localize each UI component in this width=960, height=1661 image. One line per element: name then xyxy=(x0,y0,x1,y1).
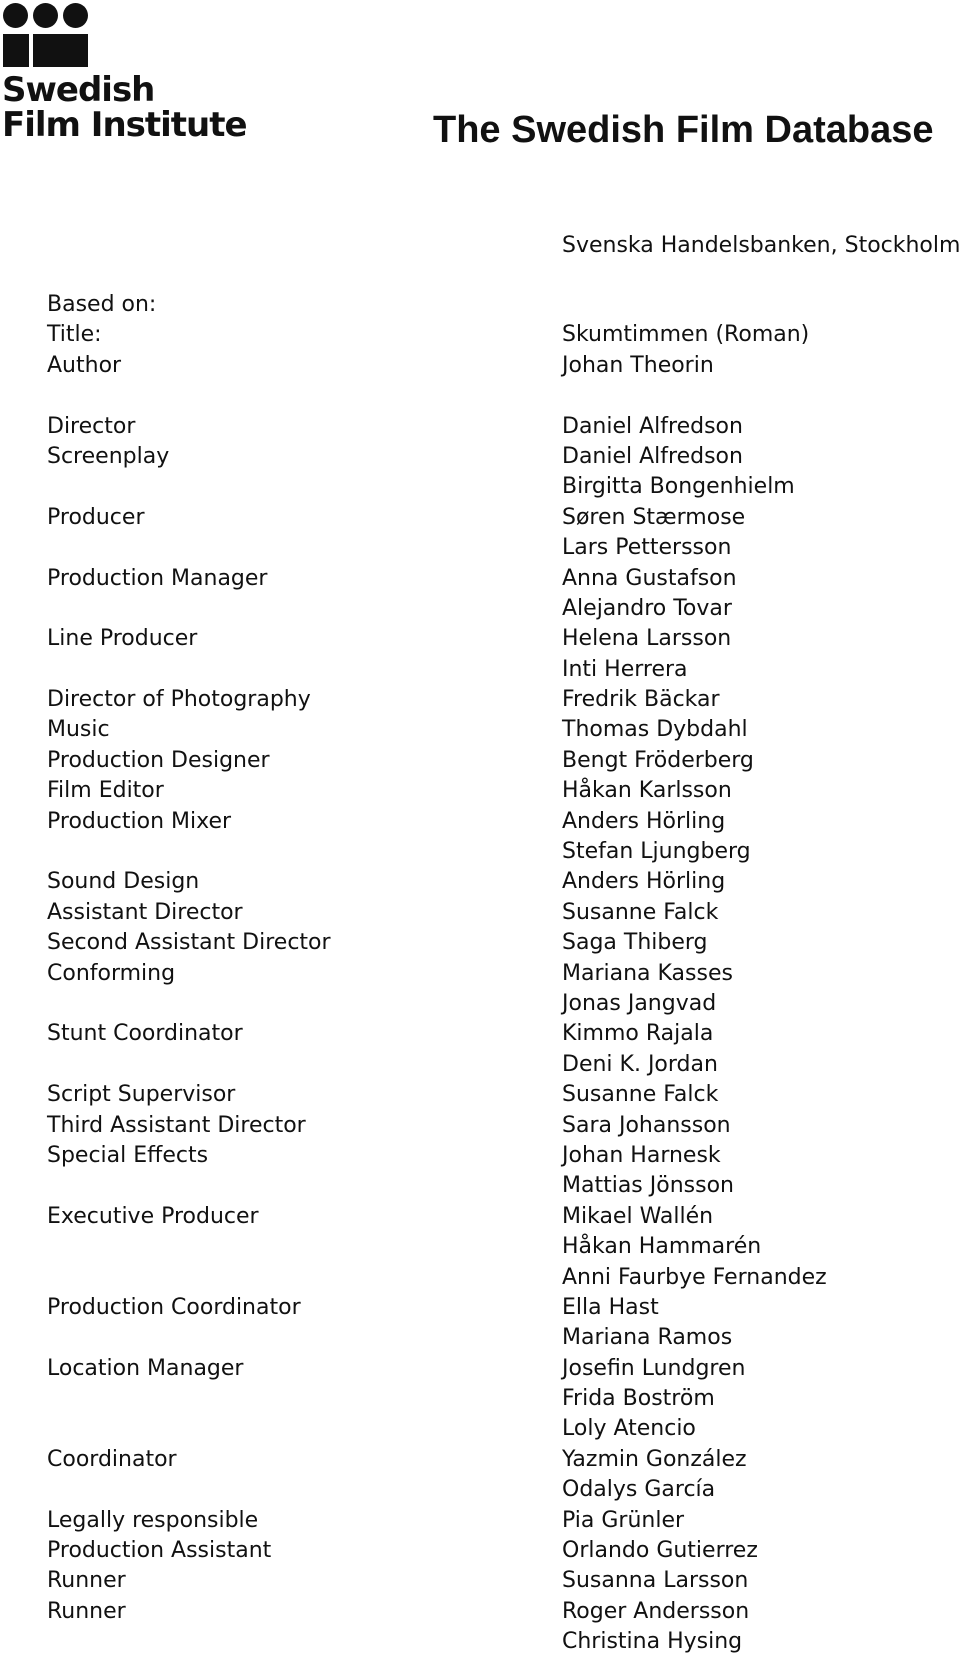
credit-row xyxy=(0,594,960,624)
credit-name: Mattias Jönsson xyxy=(562,1173,734,1199)
logo-block-icon xyxy=(3,34,29,67)
credit-name: Håkan Karlsson xyxy=(562,778,732,804)
credit-row xyxy=(0,1202,960,1232)
credit-name: Frida Boström xyxy=(562,1386,715,1412)
credit-row xyxy=(0,1384,960,1414)
credit-row xyxy=(0,290,960,320)
credit-name: Alejandro Tovar xyxy=(562,595,732,621)
page-title: The Swedish Film Database xyxy=(433,109,934,151)
credit-role: Author xyxy=(47,352,122,378)
credit-name: Birgitta Bongenhielm xyxy=(562,474,795,500)
credit-row xyxy=(0,989,960,1019)
credit-name: Loly Atencio xyxy=(562,1416,696,1442)
credit-role: Executive Producer xyxy=(47,1203,259,1229)
credit-role: Based on: xyxy=(47,292,157,317)
credit-role: Location Manager xyxy=(47,1355,244,1381)
credit-role: Sound Design xyxy=(47,869,200,895)
credit-row xyxy=(0,1263,960,1293)
credits-list xyxy=(0,290,960,1658)
credit-row xyxy=(0,1323,960,1353)
credit-name: Stefan Ljungberg xyxy=(562,839,751,865)
credit-row xyxy=(0,685,960,715)
credit-name: Håkan Hammarén xyxy=(562,1234,762,1260)
credit-name: Lars Pettersson xyxy=(562,535,732,561)
credit-role: Production Assistant xyxy=(47,1538,272,1564)
credit-name: Bengt Fröderberg xyxy=(562,747,754,773)
credit-row xyxy=(0,624,960,654)
credit-row xyxy=(0,1536,960,1566)
credit-row xyxy=(0,746,960,776)
credit-row xyxy=(0,928,960,958)
credit-row xyxy=(0,442,960,472)
credit-name: Daniel Alfredson xyxy=(562,443,743,469)
credit-name: Jonas Jangvad xyxy=(562,990,717,1016)
credit-name: Helena Larsson xyxy=(562,626,732,652)
credit-row xyxy=(0,1597,960,1627)
credit-role: Film Editor xyxy=(47,778,164,804)
credit-role: Coordinator xyxy=(47,1446,177,1472)
credit-name: Daniel Alfredson xyxy=(562,413,743,439)
credit-name: Mariana Ramos xyxy=(562,1325,733,1351)
credit-role: Production Mixer xyxy=(47,808,232,834)
credit-name: Roger Andersson xyxy=(562,1598,750,1624)
credit-row xyxy=(0,320,960,350)
credit-row xyxy=(0,807,960,837)
credit-row xyxy=(0,1050,960,1080)
credit-role: Conforming xyxy=(47,960,176,986)
logo-dots-icon xyxy=(3,3,93,29)
credit-row xyxy=(0,1293,960,1323)
credit-role: Title: xyxy=(47,322,102,348)
credit-name: Pia Grünler xyxy=(562,1507,685,1533)
credit-row xyxy=(0,1445,960,1475)
credit-name: Odalys García xyxy=(562,1477,716,1503)
credit-role: Producer xyxy=(47,504,145,530)
credit-role: Script Supervisor xyxy=(47,1082,236,1108)
credit-name: Kimmo Rajala xyxy=(562,1021,714,1047)
credit-row xyxy=(0,1475,960,1505)
credit-role: Runner xyxy=(47,1568,126,1594)
credit-role: Third Assistant Director xyxy=(47,1112,306,1138)
credit-name: Yazmin González xyxy=(562,1446,747,1472)
credit-name: Søren Stærmose xyxy=(562,504,746,530)
credit-role: Screenplay xyxy=(47,443,170,469)
credit-name: Susanna Larsson xyxy=(562,1568,749,1594)
credit-row xyxy=(0,1506,960,1536)
credit-row xyxy=(0,898,960,928)
credit-name: Susanne Falck xyxy=(562,899,719,925)
credit-row xyxy=(0,1414,960,1444)
credit-row xyxy=(0,1232,960,1262)
credit-name: Saga Thiberg xyxy=(562,930,708,956)
production-company: Svenska Handelsbanken, Stockholm xyxy=(562,233,960,258)
swedish-film-institute-logo xyxy=(0,0,247,150)
credit-name: Skumtimmen (Roman) xyxy=(562,322,810,348)
credit-row xyxy=(0,1627,960,1657)
credit-role: Production Manager xyxy=(47,565,268,591)
credit-name: Anni Faurbye Fernandez xyxy=(562,1264,827,1290)
credit-role: Production Designer xyxy=(47,747,270,773)
credit-role: Runner xyxy=(47,1598,126,1624)
logo-block-icon xyxy=(33,34,88,67)
credit-row xyxy=(0,959,960,989)
credit-name: Fredrik Bäckar xyxy=(562,687,720,713)
credit-row xyxy=(0,412,960,442)
logo-dot-icon xyxy=(63,3,88,28)
credit-name: Johan Harnesk xyxy=(562,1142,721,1168)
credit-row xyxy=(0,1111,960,1141)
credit-row xyxy=(0,867,960,897)
credit-name: Mikael Wallén xyxy=(562,1203,714,1229)
credit-row xyxy=(0,472,960,502)
credit-role: Production Coordinator xyxy=(47,1294,301,1320)
credit-name: Josefin Lundgren xyxy=(562,1355,746,1381)
credit-row xyxy=(0,533,960,563)
credit-name: Thomas Dybdahl xyxy=(562,717,748,743)
credit-role: Line Producer xyxy=(47,626,198,652)
logo-wordmark-line1: Swedish xyxy=(2,70,155,110)
credit-name: Mariana Kasses xyxy=(562,960,733,986)
credit-name: Deni K. Jordan xyxy=(562,1051,718,1077)
credit-row xyxy=(0,776,960,806)
credit-row xyxy=(0,351,960,381)
credit-role: Stunt Coordinator xyxy=(47,1021,243,1047)
credit-row xyxy=(0,715,960,745)
credit-name: Ella Hast xyxy=(562,1294,659,1320)
credit-name: Christina Hysing xyxy=(562,1629,743,1655)
credit-name: Sara Johansson xyxy=(562,1112,731,1138)
credit-name: Anna Gustafson xyxy=(562,565,737,591)
credit-name: Orlando Gutierrez xyxy=(562,1538,758,1564)
credit-row xyxy=(0,1080,960,1110)
credit-name: Inti Herrera xyxy=(562,656,688,682)
credit-row xyxy=(0,381,960,411)
credit-role: Director xyxy=(47,413,136,439)
credit-row xyxy=(0,1141,960,1171)
logo-dot-icon xyxy=(33,3,58,28)
credit-row xyxy=(0,1566,960,1596)
credit-name: Johan Theorin xyxy=(562,352,714,378)
credit-row xyxy=(0,837,960,867)
credit-row xyxy=(0,564,960,594)
credit-role: Legally responsible xyxy=(47,1507,259,1533)
credit-role: Second Assistant Director xyxy=(47,930,331,956)
credit-name: Anders Hörling xyxy=(562,808,726,834)
credit-row xyxy=(0,1354,960,1384)
credit-role: Assistant Director xyxy=(47,899,243,925)
credit-role: Music xyxy=(47,717,110,743)
credit-row xyxy=(0,655,960,685)
logo-dot-icon xyxy=(3,3,28,28)
credit-role: Director of Photography xyxy=(47,687,311,713)
credit-row xyxy=(0,1019,960,1049)
credit-name: Anders Hörling xyxy=(562,869,726,895)
credit-name: Susanne Falck xyxy=(562,1082,719,1108)
credit-row xyxy=(0,503,960,533)
logo-wordmark-line2: Film Institute xyxy=(2,105,247,145)
credit-role: Special Effects xyxy=(47,1142,209,1168)
credit-row xyxy=(0,1171,960,1201)
